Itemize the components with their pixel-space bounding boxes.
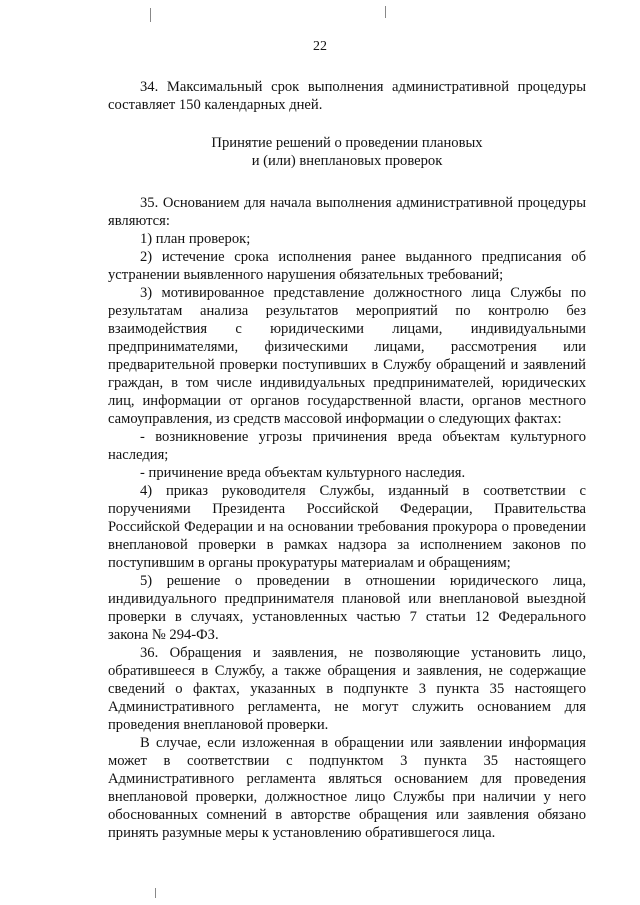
scan-mark xyxy=(385,6,386,18)
list-item-dash-2: - причинение вреда объектам культурного наследия. xyxy=(140,465,466,481)
list-item-4: 4) приказ руководителя Службы, изданный в соответствии с поручениями Президента Российской Федерации, Правительства Российской Федерации и на основании требования прокурора о проведении внеплановой проверки в рамках надзора за исполнением законов по поступившим в органы прокуратуры материалам и обращениям; xyxy=(108,483,586,571)
document-body xyxy=(108,78,586,842)
list-item-5: 5) решение о проведении в отношении юридического лица, индивидуального предпринимателя плановой или внеплановой выездной проверки в случаях, установленных частью 7 статьи 12 Федерального закона № 294-ФЗ. xyxy=(108,573,586,643)
page-number: 22 xyxy=(313,39,327,54)
paragraph-36-continuation: В случае, если изложенная в обращении или заявлении информация может в соответствии с подпунктом 3 пункта 35 настоящего Административного регламента являться основанием для проведения внеплановой проверки, должностное лицо Службы при наличии у него обоснованных сомнений в авторстве обращения или заявления обязано принять разумные меры к установлению обратившегося лица. xyxy=(108,735,586,841)
paragraph-36: 36. Обращения и заявления, не позволяющие установить лицо, обратившееся в Службу, а также обращения и заявления, не содержащие сведений о фактах, указанных в подпункте 3 пункта 35 настоящего Административного регламента, не могут служить основанием для проведения внеплановой проверки. xyxy=(108,645,586,733)
scan-mark xyxy=(155,888,156,898)
scan-mark xyxy=(150,8,151,22)
list-item-2: 2) истечение срока исполнения ранее выданного предписания об устранении выявленного нарушения обязательных требований; xyxy=(108,249,586,283)
list-item-1: 1) план проверок; xyxy=(140,231,251,247)
list-item-3: 3) мотивированное представление должностного лица Службы по результатам анализа результатов мероприятий по контролю без взаимодействия с юридическими лицами, индивидуальными предпринимателями, физическими лицами, рассмотрения или предварительной проверки поступивших в Службу обращений и заявлений граждан, в том числе индивидуальных предпринимателей, юридических лиц, информации от органов государственной власти, органов местного самоуправления, из средств массовой информации о следующих фактах: xyxy=(108,285,586,427)
list-item-dash-1: - возникновение угрозы причинения вреда объектам культурного наследия; xyxy=(108,429,586,463)
paragraph-34: 34. Максимальный срок выполнения административной процедуры составляет 150 календарных дней. xyxy=(108,79,586,113)
section-heading-line2: и (или) внеплановых проверок xyxy=(251,153,443,169)
paragraph-35: 35. Основанием для начала выполнения административной процедуры являются: xyxy=(108,195,586,229)
section-heading-line1: Принятие решений о проведении плановых xyxy=(211,135,483,151)
